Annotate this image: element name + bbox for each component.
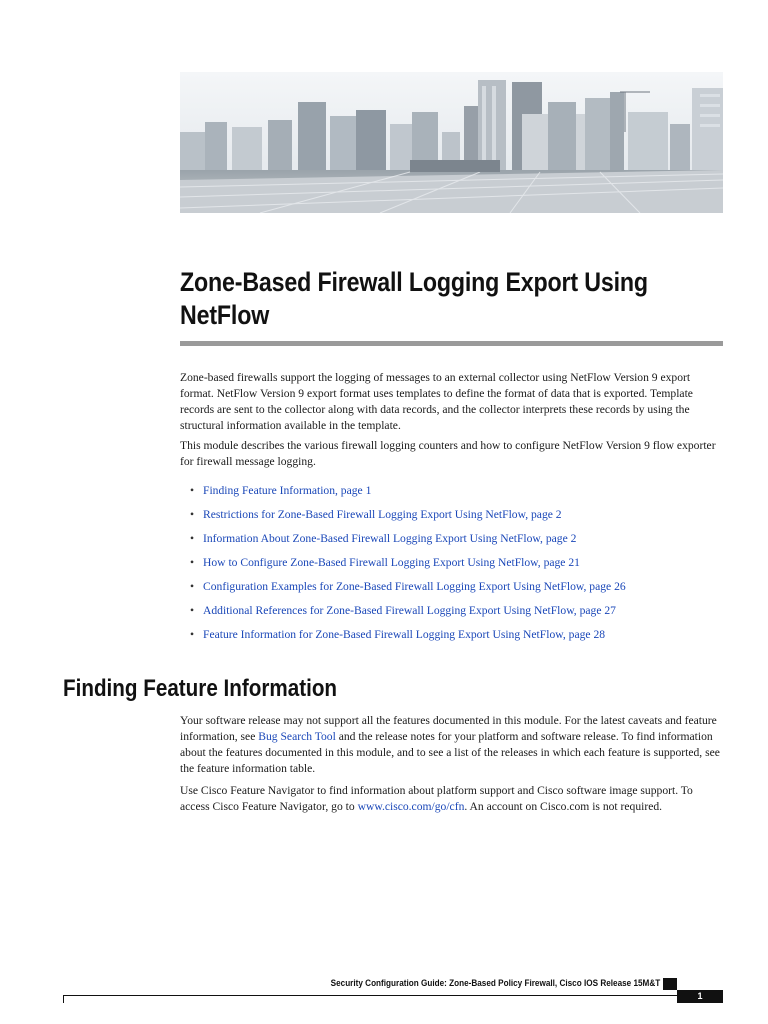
paragraph-text: Use Cisco Feature Navigator to find information about platform support and Cisco software image support. To access Cisco Feature Navigator, go to (180, 784, 693, 813)
section-paragraph-2 (180, 783, 725, 815)
paragraph-text: and the release notes for your platform and software release. To find information about the features documented in this module, and to see a list of the releases in which each feature is supported, see the feature information table. (180, 730, 720, 775)
bullet-icon: • (190, 556, 195, 569)
toc-item (190, 554, 730, 578)
section-paragraph-1 (180, 713, 725, 777)
cisco-cfn-link[interactable]: www.cisco.com/go/cfn (357, 800, 465, 813)
toc-link[interactable]: Finding Feature Information, page 1 (203, 484, 372, 497)
footer-guide-title: Security Configuration Guide: Zone-Based Policy Firewall, Cisco IOS Release 15M&T (330, 978, 660, 989)
toc-item (190, 506, 730, 530)
bullet-icon: • (190, 580, 195, 593)
intro-paragraph-2: This module describes the various firewall logging counters and how to configure NetFlow Version 9 flow exporter for firewall message logging. (180, 439, 716, 468)
toc-link[interactable]: How to Configure Zone-Based Firewall Logging Export Using NetFlow, page 21 (203, 556, 580, 569)
paragraph-text: . An account on Cisco.com is not required. (464, 800, 663, 813)
bullet-icon: • (190, 604, 195, 617)
toc-link[interactable]: Feature Information for Zone-Based Firewall Logging Export Using NetFlow, page 28 (203, 628, 606, 641)
bullet-icon: • (190, 532, 195, 545)
toc-item (190, 482, 730, 506)
toc-item (190, 626, 730, 650)
intro-paragraph-1: Zone-based firewalls support the logging of messages to an external collector using NetFlow Version 9 export format. NetFlow Version 9 export format uses templates to define the format of data that is exported. Template records are sent to the collector along with data records, and the collector interprets these records by using the structural information available in the template. (180, 371, 693, 432)
section-heading: Finding Feature Information (63, 675, 338, 702)
toc-link[interactable]: Additional References for Zone-Based Firewall Logging Export Using NetFlow, page 27 (203, 604, 616, 617)
page-number: 1 (677, 990, 723, 1003)
bullet-icon: • (190, 508, 195, 521)
paragraph-text: Your software release may not support all the features documented in this module. For the latest caveats and feature information, see (180, 714, 717, 743)
toc-list (190, 482, 730, 650)
bullet-icon: • (190, 484, 195, 497)
toc-item (190, 578, 730, 602)
footer-mark (663, 978, 677, 990)
footer-tick (63, 995, 64, 1003)
toc-item (190, 530, 730, 554)
toc-link[interactable]: Restrictions for Zone-Based Firewall Logging Export Using NetFlow, page 2 (203, 508, 562, 521)
toc-link[interactable]: Information About Zone-Based Firewall Logging Export Using NetFlow, page 2 (203, 532, 577, 545)
bullet-icon: • (190, 628, 195, 641)
title-rule (180, 341, 723, 346)
page-title: Zone-Based Firewall Logging Export Using NetFlow (180, 267, 648, 330)
toc-link[interactable]: Configuration Examples for Zone-Based Firewall Logging Export Using NetFlow, page 26 (203, 580, 626, 593)
footer-rule (63, 995, 723, 996)
city-skyline-image (180, 72, 723, 213)
bug-search-tool-link[interactable]: Bug Search Tool (258, 730, 336, 743)
toc-item (190, 602, 730, 626)
